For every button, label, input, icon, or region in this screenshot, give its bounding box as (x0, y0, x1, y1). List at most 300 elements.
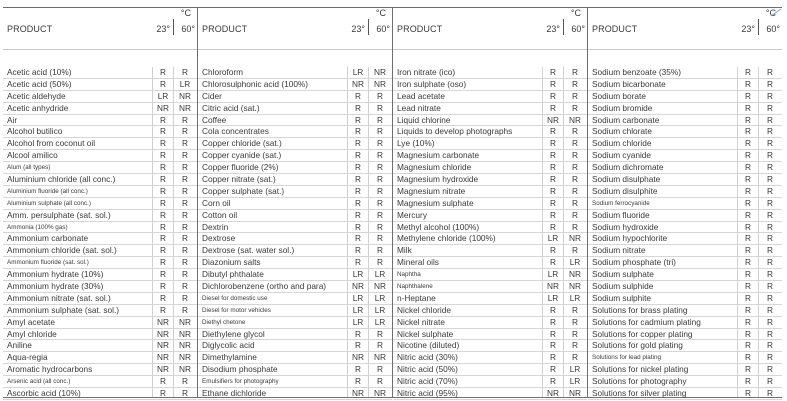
table-row (393, 305, 587, 317)
temperature-unit: °C (570, 8, 581, 18)
rating-23c: R (550, 209, 556, 220)
table-row (393, 103, 587, 115)
rating-23c: R (160, 245, 166, 256)
rating-23c: R (550, 304, 556, 315)
table-row (393, 150, 587, 162)
rating-60c: LR (569, 257, 581, 268)
table-row (393, 352, 587, 364)
product-header: PRODUCT (592, 24, 638, 34)
table-row (3, 79, 197, 91)
rating-60c: R (182, 185, 188, 196)
rating-60c: R (377, 221, 383, 232)
rating-60c: R (377, 174, 383, 185)
rating-23c: R (355, 90, 361, 101)
rating-23c: R (550, 245, 556, 256)
product-name: Disodium phosphate (202, 364, 278, 375)
rating-60c: R (572, 138, 578, 149)
product-name: Arsenic acid (all conc.) (7, 378, 71, 386)
rating-60c: R (182, 197, 188, 208)
rating-23c: R (550, 316, 556, 327)
rating-23c: R (160, 269, 166, 280)
product-name: Methyl alcohol (100%) (397, 221, 480, 232)
rating-23c: R (160, 388, 166, 399)
product-name: Mineral oils (397, 257, 439, 268)
product-name: Coffee (202, 114, 227, 125)
rating-23c: R (355, 233, 361, 244)
table-row (393, 388, 587, 400)
product-name: Ammonium carbonate (7, 233, 89, 244)
rating-23c: NR (352, 281, 364, 292)
rating-60c: R (767, 376, 773, 387)
table-row (588, 91, 782, 103)
rating-60c: R (767, 292, 773, 303)
product-name: Milk (397, 245, 412, 256)
rating-23c: R (745, 78, 751, 89)
rating-23c: R (550, 328, 556, 339)
product-name: Copper nitrate (sat.) (202, 174, 276, 185)
rating-23c: NR (547, 114, 559, 125)
table-row (393, 126, 587, 138)
product-name: Sodium benzoate (35%) (592, 67, 682, 77)
rating-23c: R (355, 185, 361, 196)
rating-60c: NR (374, 352, 386, 363)
table-row (198, 376, 392, 388)
rating-60c: R (572, 78, 578, 89)
rating-23c: R (355, 376, 361, 387)
rating-60c: R (377, 185, 383, 196)
product-name: Aluminium sulphate (all conc.) (7, 199, 91, 207)
product-name: Dichlorobenzene (ortho and para) (202, 281, 327, 292)
rating-23c: R (355, 340, 361, 351)
table-row (198, 340, 392, 352)
product-name: n-Heptane (397, 292, 436, 303)
rating-23c: NR (352, 352, 364, 363)
rating-60c: R (572, 245, 578, 256)
product-name: Amyl chloride (7, 328, 57, 339)
rating-23c: R (160, 376, 166, 387)
rating-60c: R (767, 150, 773, 161)
table-row (3, 317, 197, 329)
rating-23c: R (745, 185, 751, 196)
rating-60c: R (377, 150, 383, 161)
rating-60c: R (182, 114, 188, 125)
rating-60c: R (572, 352, 578, 363)
table-row (588, 269, 782, 281)
table-row (198, 162, 392, 174)
rating-23c: R (160, 304, 166, 315)
rating-60c: R (767, 67, 773, 77)
product-name: Sodium bromide (592, 102, 653, 113)
rating-60c: NR (179, 316, 191, 327)
rating-23c: R (160, 257, 166, 268)
table-row (588, 174, 782, 186)
rating-60c: R (572, 126, 578, 137)
product-name: Dibutyl phthalate (202, 269, 264, 280)
product-name: Chloroform (202, 67, 244, 77)
table-row (588, 79, 782, 91)
product-name: Iron sulphate (oso) (397, 78, 467, 89)
rating-60c: R (182, 245, 188, 256)
rating-23c: R (160, 185, 166, 196)
rating-23c: R (355, 138, 361, 149)
product-name: Sodium fluoride (592, 209, 650, 220)
table-row (198, 186, 392, 198)
table-row (393, 245, 587, 257)
product-name: Copper cyanide (sat.) (202, 150, 282, 161)
table-row (3, 376, 197, 388)
rating-23c: NR (157, 364, 169, 375)
rating-23c: LR (547, 292, 559, 303)
table-row (3, 329, 197, 341)
product-name: Sodium hydroxide (592, 221, 659, 232)
product-name: Acetic acid (50%) (7, 78, 72, 89)
product-name: Copper sulphate (sat.) (202, 185, 285, 196)
product-name: Solutions for photography (592, 376, 687, 387)
product-name: Sodium sulphate (592, 269, 654, 280)
product-name: Sodium carbonate (592, 114, 660, 125)
rating-60c: R (377, 340, 383, 351)
table-row (393, 210, 587, 222)
rating-23c: R (550, 90, 556, 101)
product-name: Ammonium chloride (sat. sol.) (7, 245, 117, 256)
product-name: Naphtha (397, 271, 421, 279)
rating-60c: NR (374, 78, 386, 89)
rating-23c: R (745, 221, 751, 232)
rating-23c: R (550, 150, 556, 161)
rating-60c: R (377, 162, 383, 173)
rating-60c: R (572, 185, 578, 196)
product-name: Citric acid (sat.) (202, 102, 260, 113)
rating-23c: R (745, 233, 751, 244)
table-row (393, 138, 587, 150)
product-name: Alcohol butilico (7, 126, 63, 137)
product-name: Sodium bicarbonate (592, 78, 666, 89)
product-name: Magnesium chloride (397, 162, 472, 173)
table-row (198, 222, 392, 234)
rating-60c: LR (374, 316, 386, 327)
rating-23c: R (160, 292, 166, 303)
table-row (588, 67, 782, 79)
rating-60c: NR (569, 114, 581, 125)
rating-60c: LR (179, 78, 191, 89)
rating-23c: R (745, 67, 751, 77)
product-name: Liquids to develop photographs (397, 126, 513, 137)
table-row (198, 150, 392, 162)
rating-60c: R (572, 90, 578, 101)
table-row (393, 376, 587, 388)
temperature-unit: °C (765, 8, 776, 18)
rating-60c: R (767, 174, 773, 185)
rating-23c: R (160, 78, 166, 89)
rating-23c: R (355, 126, 361, 137)
rating-23c: R (355, 364, 361, 375)
rating-23c: R (745, 376, 751, 387)
rating-60c: LR (569, 376, 581, 387)
product-name: Copper chloride (sat.) (202, 138, 282, 149)
rating-23c: R (355, 245, 361, 256)
rating-23c: R (745, 114, 751, 125)
table-row (198, 317, 392, 329)
temp-60-header: 60° (376, 24, 390, 34)
rating-23c: R (160, 138, 166, 149)
product-name: Acetic acid (10%) (7, 67, 72, 77)
product-name: Nicotine (diluted) (397, 340, 460, 351)
header-divider (173, 19, 174, 35)
rating-60c: R (377, 197, 383, 208)
product-name: Nitric acid (50%) (397, 364, 458, 375)
rating-23c: R (745, 126, 751, 137)
rating-23c: R (160, 221, 166, 232)
table-rows (198, 67, 392, 400)
rating-60c: R (377, 364, 383, 375)
rating-23c: R (160, 150, 166, 161)
rating-23c: R (745, 245, 751, 256)
product-name: Magnesium nitrate (397, 185, 466, 196)
rating-60c: R (182, 126, 188, 137)
table-row (3, 245, 197, 257)
rating-23c: LR (352, 292, 364, 303)
table-row (198, 91, 392, 103)
rating-60c: R (767, 364, 773, 375)
product-name: Ammonium hydrate (10%) (7, 269, 104, 280)
table-row (588, 245, 782, 257)
product-name: Solutions for silver plating (592, 388, 687, 399)
rating-60c: LR (374, 292, 386, 303)
rating-60c: NR (179, 90, 191, 101)
table-row (3, 138, 197, 150)
rating-60c: R (182, 209, 188, 220)
rating-60c: NR (179, 352, 191, 363)
table-row (3, 210, 197, 222)
table-row (3, 103, 197, 115)
product-name: Diesel for domestic use (202, 294, 268, 302)
product-name: Ammonium fluoride (sat. sol.) (7, 259, 89, 267)
rating-60c: LR (374, 304, 386, 315)
table-row (393, 233, 587, 245)
product-name: Ammonium hydrate (30%) (7, 281, 104, 292)
product-name: Diethyl chetone (202, 318, 246, 326)
rating-60c: R (182, 304, 188, 315)
rating-23c: R (160, 197, 166, 208)
table-row (588, 317, 782, 329)
table-row (3, 269, 197, 281)
product-name: Diglycolic acid (202, 340, 255, 351)
product-name: Alum (all types) (7, 164, 51, 172)
rating-60c: R (572, 209, 578, 220)
table-row (198, 138, 392, 150)
rating-60c: R (767, 328, 773, 339)
table-row (198, 67, 392, 79)
product-name: Sodium sulphite (592, 292, 652, 303)
rating-60c: R (767, 340, 773, 351)
product-name: Corn oil (202, 197, 231, 208)
table-row (3, 281, 197, 293)
product-name: Dextrose (sat. water sol.) (202, 245, 295, 256)
rating-23c: R (745, 328, 751, 339)
rating-23c: R (745, 304, 751, 315)
rating-23c: R (550, 185, 556, 196)
rating-60c: NR (179, 328, 191, 339)
rating-23c: R (550, 102, 556, 113)
table-row (393, 91, 587, 103)
table-column-4 (588, 8, 782, 397)
product-name: Amyl acetate (7, 316, 55, 327)
table-row (198, 329, 392, 341)
rating-60c: R (767, 388, 773, 399)
table-row (588, 115, 782, 127)
product-name: Ammonia (100% gas) (7, 223, 68, 231)
table-row (393, 269, 587, 281)
product-name: Solutions for nickel plating (592, 364, 689, 375)
product-name: Sodium hypochlorite (592, 233, 668, 244)
product-name: Nickel chloride (397, 304, 451, 315)
product-name: Chlorosulphonic acid (100%) (202, 78, 309, 89)
product-name: Alcool amilico (7, 150, 58, 161)
rating-60c: R (182, 150, 188, 161)
rating-23c: R (355, 257, 361, 268)
header-rule (588, 49, 782, 50)
table-row (198, 364, 392, 376)
rating-23c: R (355, 209, 361, 220)
product-name: Copper fluoride (2%) (202, 162, 279, 173)
rating-23c: R (550, 162, 556, 173)
table-row (198, 269, 392, 281)
rating-23c: LR (352, 316, 364, 327)
table-row (588, 103, 782, 115)
rating-23c: R (355, 114, 361, 125)
table-row (393, 281, 587, 293)
product-name: Air (7, 114, 18, 125)
product-name: Magnesium carbonate (397, 150, 480, 161)
rating-60c: NR (374, 388, 386, 399)
product-name: Dextrin (202, 221, 229, 232)
rating-23c: LR (352, 67, 364, 77)
table-row (198, 281, 392, 293)
rating-23c: R (745, 281, 751, 292)
header-rule (198, 49, 392, 50)
table-row (3, 67, 197, 79)
rating-23c: R (550, 126, 556, 137)
table-row (198, 293, 392, 305)
rating-60c: R (767, 102, 773, 113)
product-name: Magnesium sulphate (397, 197, 474, 208)
column-header (393, 8, 587, 36)
table-row (588, 150, 782, 162)
header-divider (368, 19, 369, 35)
rating-60c: R (182, 388, 188, 399)
rating-60c: R (767, 162, 773, 173)
rating-23c: R (745, 364, 751, 375)
table-row (393, 317, 587, 329)
column-header (3, 8, 197, 36)
rating-23c: R (745, 209, 751, 220)
rating-60c: R (377, 209, 383, 220)
product-name: Sodium ferrocyanide (592, 199, 650, 207)
header-divider (563, 19, 564, 35)
rating-23c: NR (352, 78, 364, 89)
chemical-resistance-table (3, 7, 782, 398)
rating-60c: R (182, 221, 188, 232)
rating-23c: R (355, 221, 361, 232)
rating-60c: LR (569, 364, 581, 375)
table-row (198, 257, 392, 269)
rating-60c: R (182, 257, 188, 268)
rating-60c: NR (374, 67, 386, 77)
table-rows (588, 67, 782, 400)
table-row (393, 340, 587, 352)
rating-60c: R (767, 257, 773, 268)
rating-60c: R (377, 102, 383, 113)
table-row (198, 174, 392, 186)
table-row (588, 364, 782, 376)
table-row (198, 126, 392, 138)
rating-23c: R (745, 257, 751, 268)
table-row (3, 126, 197, 138)
table-row (198, 352, 392, 364)
table-row (393, 67, 587, 79)
rating-60c: R (572, 340, 578, 351)
product-name: Amm. persulphate (sat. sol.) (7, 209, 111, 220)
rating-60c: R (767, 233, 773, 244)
rating-23c: R (160, 281, 166, 292)
table-row (588, 186, 782, 198)
rating-23c: NR (352, 388, 364, 399)
rating-60c: R (377, 114, 383, 125)
table-row (588, 138, 782, 150)
rating-60c: NR (179, 364, 191, 375)
table-row (198, 115, 392, 127)
product-name: Cider (202, 90, 222, 101)
header-divider (758, 19, 759, 35)
rating-60c: R (767, 316, 773, 327)
table-row (3, 91, 197, 103)
rating-60c: R (182, 233, 188, 244)
rating-23c: R (550, 221, 556, 232)
product-name: Ammonium sulphate (sat. sol.) (7, 304, 120, 315)
rating-60c: R (767, 90, 773, 101)
rating-60c: R (767, 352, 773, 363)
product-name: Methylene chloride (100%) (397, 233, 496, 244)
table-row (588, 126, 782, 138)
rating-23c: NR (157, 352, 169, 363)
rating-23c: R (745, 150, 751, 161)
rating-23c: R (745, 90, 751, 101)
product-name: Lead acetate (397, 90, 445, 101)
rating-23c: R (550, 340, 556, 351)
rating-60c: R (182, 292, 188, 303)
rating-23c: LR (157, 90, 169, 101)
rating-23c: NR (157, 340, 169, 351)
product-name: Sodium dichromate (592, 162, 664, 173)
table-row (393, 162, 587, 174)
product-name: Aniline (7, 340, 32, 351)
product-name: Sodium chloride (592, 138, 652, 149)
rating-23c: R (745, 316, 751, 327)
product-name: Iron nitrate (ico) (397, 67, 456, 77)
rating-60c: R (182, 67, 188, 77)
table-rows (3, 67, 197, 400)
rating-23c: R (355, 328, 361, 339)
rating-23c: R (550, 138, 556, 149)
table-row (588, 162, 782, 174)
rating-60c: R (182, 162, 188, 173)
rating-60c: R (767, 209, 773, 220)
rating-60c: R (572, 102, 578, 113)
table-row (3, 233, 197, 245)
table-row (588, 281, 782, 293)
table-row (393, 186, 587, 198)
table-row (3, 150, 197, 162)
